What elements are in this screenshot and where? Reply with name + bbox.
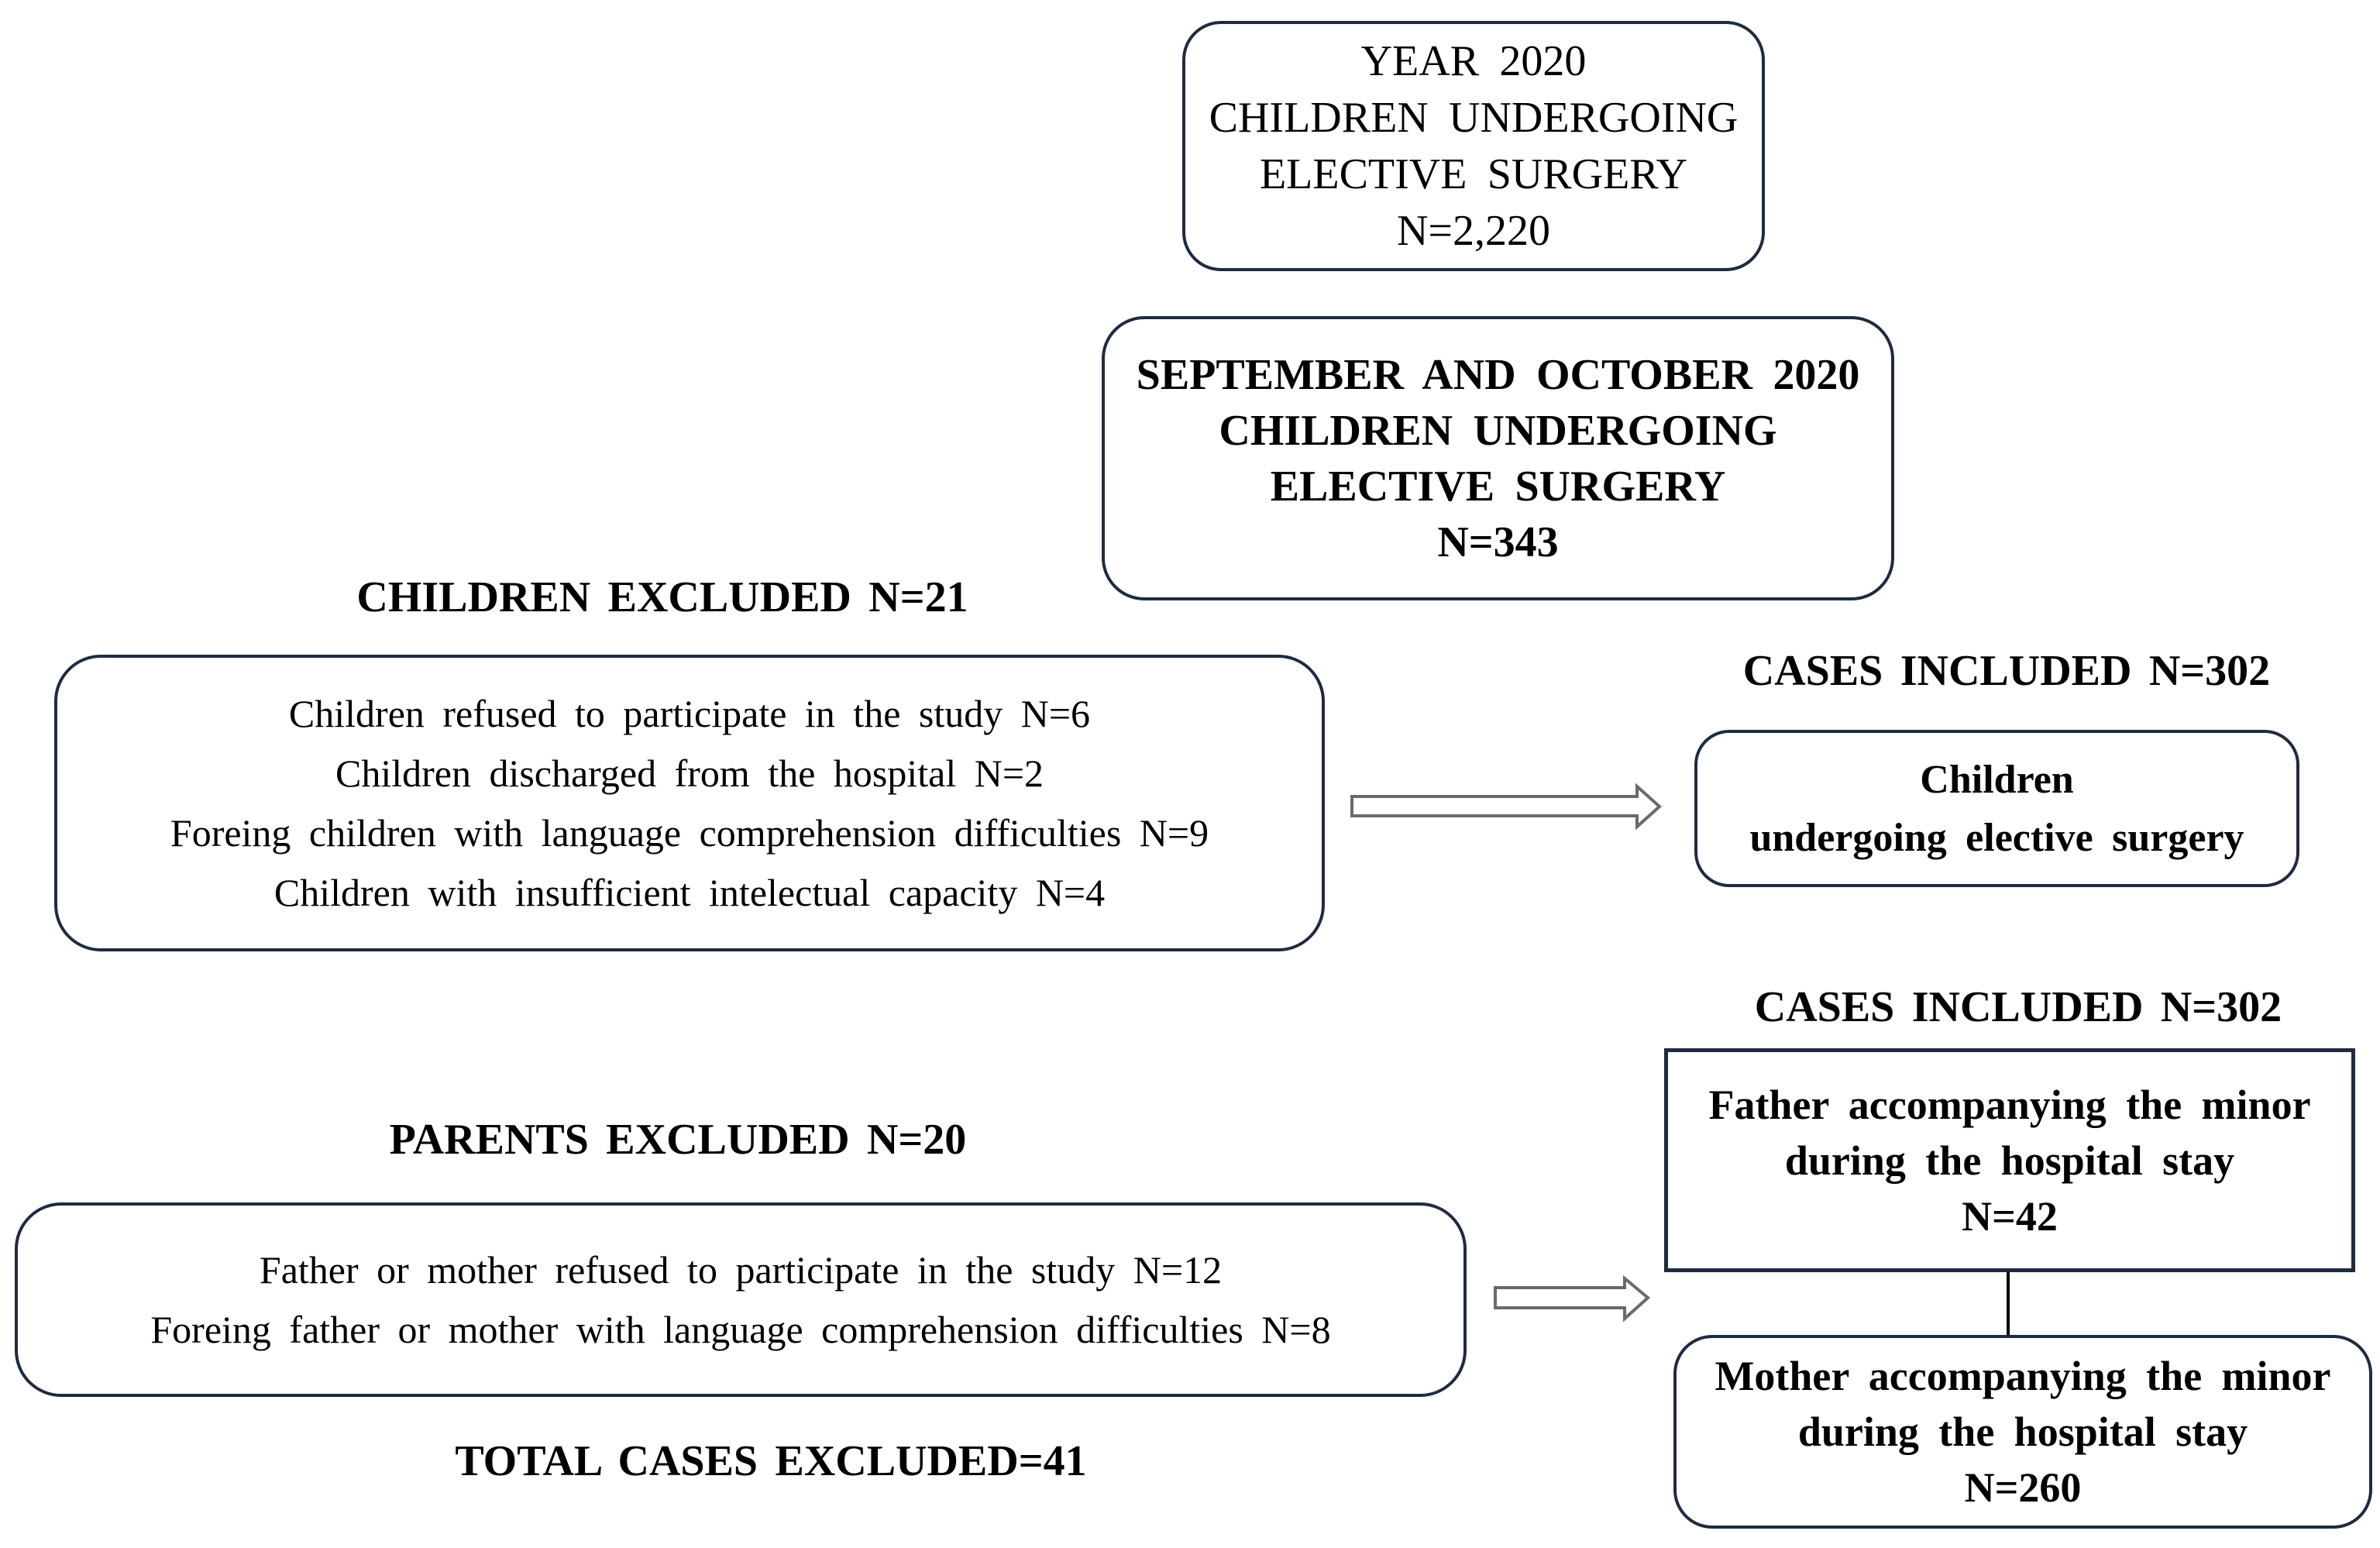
box-father-line: during the hospital stay [1784, 1137, 2235, 1184]
box-parents-excluded-detail [15, 1202, 1467, 1397]
box-sept-oct-2020-line: SEPTEMBER AND OCTOBER 2020 [1136, 350, 1860, 399]
box-sept-oct-2020-line: N=343 [1437, 518, 1559, 566]
parents-excluded-reason: Father or mother refused to participate in the study N=12 [259, 1247, 1223, 1292]
box-year-2020 [1182, 21, 1765, 271]
right-arrow-icon-parents [1495, 1278, 1648, 1319]
box-father-line: Father accompanying the minor [1708, 1081, 2311, 1128]
children-excluded-reason: Children with insufficient intelectual capacity N=4 [273, 870, 1106, 914]
box-father-line: N=42 [1962, 1192, 2058, 1240]
box-sept-oct-2020-line: ELECTIVE SURGERY [1270, 462, 1726, 511]
box-sept-oct-2020-line: CHILDREN UNDERGOING [1219, 406, 1777, 455]
box-children-included-line: undergoing elective surgery [1749, 815, 2244, 860]
children-excluded-heading: CHILDREN EXCLUDED N=21 [356, 573, 968, 621]
right-arrow-icon-children [1352, 786, 1659, 827]
cases-included-heading-2: CASES INCLUDED N=302 [1754, 982, 2282, 1031]
box-mother-line: N=260 [1964, 1464, 2082, 1511]
box-year-2020-line: CHILDREN UNDERGOING [1209, 93, 1739, 142]
box-year-2020-line: ELECTIVE SURGERY [1259, 150, 1688, 198]
box-children-included [1694, 730, 2299, 887]
children-excluded-reason: Children discharged from the hospital N=2 [335, 751, 1044, 795]
box-children-included-line: Children [1920, 757, 2074, 802]
box-children-excluded-detail [54, 655, 1325, 951]
box-year-2020-line: N=2,220 [1396, 206, 1551, 255]
total-cases-excluded-heading: TOTAL CASES EXCLUDED=41 [455, 1436, 1087, 1485]
parents-excluded-heading: PARENTS EXCLUDED N=20 [389, 1115, 967, 1164]
box-mother-line: Mother accompanying the minor [1714, 1353, 2331, 1399]
box-sept-oct-2020 [1102, 316, 1894, 600]
box-mother-accompanying [1673, 1335, 2372, 1529]
box-mother-line: during the hospital stay [1797, 1409, 2248, 1455]
box-year-2020-line: YEAR 2020 [1360, 36, 1587, 85]
children-excluded-reason: Children refused to participate in the study N=6 [288, 691, 1091, 735]
cases-included-heading-1: CASES INCLUDED N=302 [1742, 646, 2271, 695]
box-father-accompanying [1664, 1048, 2355, 1272]
parents-excluded-reason: Foreing father or mother with language comprehension difficulties N=8 [150, 1307, 1331, 1351]
children-excluded-reason: Foreing children with language comprehension difficulties N=9 [170, 810, 1209, 855]
